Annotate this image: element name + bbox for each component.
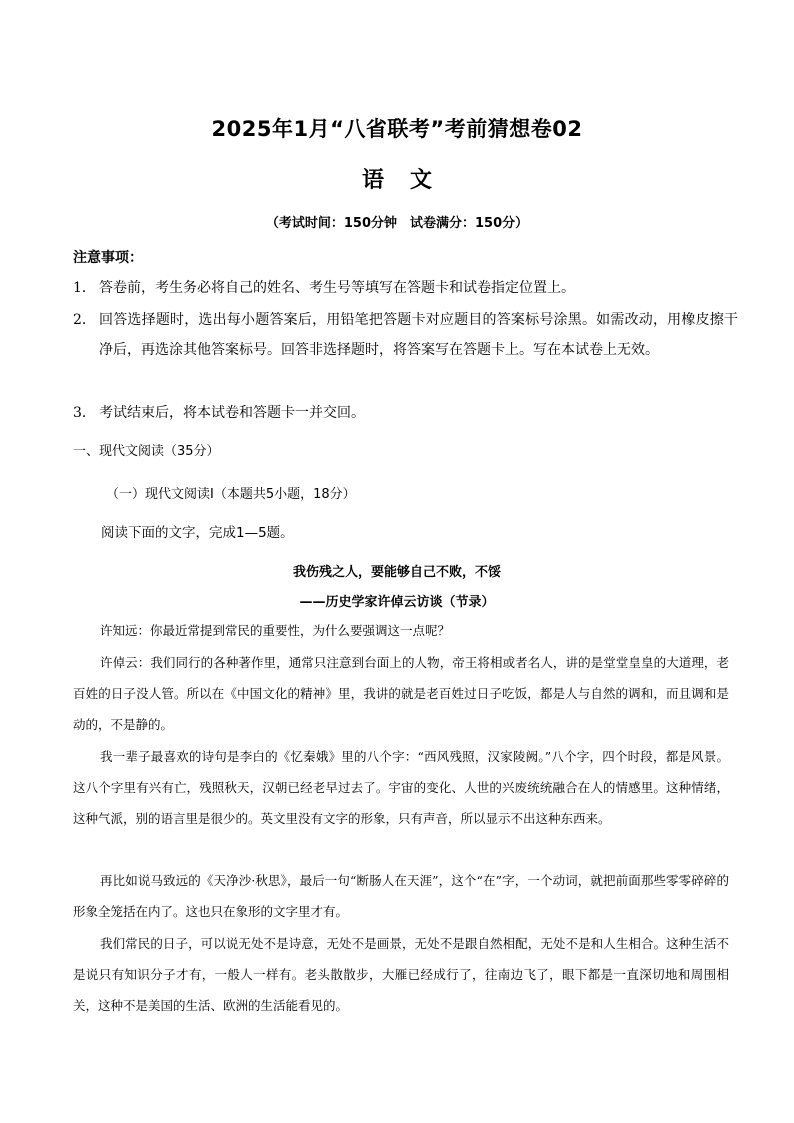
subject-title: 语文 bbox=[361, 168, 458, 193]
article-paragraph: 再比如说马致远的《天净沙·秋思》，最后一句“断肠人在天涯”，这个“在”字，一个动词，就把前面那些零零碎碎的形象全笼括在内了。这也只在象形的文字里才有。 bbox=[73, 873, 729, 919]
article-paragraph: 我们常民的日子，可以说无处不是诗意，无处不是画景，无处不是跟自然相配，无处不是和人生相合。这种生活不是说只有知识分子才有，一般人一样有。老头散散步，大雁已经成行了，往南边飞了，眼下都是一直深切地和周围相关，这种不是美国的生活、欧洲的生活能看见的。 bbox=[73, 936, 729, 1013]
notice-item-number: 3． bbox=[73, 405, 96, 421]
notice-item-text: 答卷前，考生务必将自己的姓名、考生号等填写在答题卡和试卷指定位置上。 bbox=[99, 280, 575, 296]
notice-item-number: 1． bbox=[73, 280, 96, 296]
notice-item bbox=[73, 273, 738, 303]
exam-title: 2025年1月“八省联考”考前猜想卷02 bbox=[211, 117, 583, 141]
article-paragraph: 许知远：你最近常提到常民的重要性，为什么要强调这一点呢？ bbox=[100, 623, 451, 638]
article-title: 我伤残之人，要能够自己不败，不馁 bbox=[292, 565, 501, 580]
notice-heading: 注意事项： bbox=[73, 250, 143, 266]
notice-item-number: 2． bbox=[73, 312, 96, 328]
notice-item bbox=[73, 305, 738, 365]
notice-item bbox=[73, 398, 738, 428]
section-heading: 一、现代文阅读（35分） bbox=[73, 444, 220, 459]
sub-section-heading: （一）现代文阅读Ⅰ（本题共5小题，18分） bbox=[106, 487, 356, 502]
notice-item-text: 考试结束后，将本试卷和答题卡一并交回。 bbox=[99, 405, 365, 421]
exam-time-score: （考试时间：150分钟 试卷满分：150分） bbox=[265, 216, 529, 231]
reading-instruction: 阅读下面的文字，完成1—5题。 bbox=[101, 525, 294, 541]
article-subtitle: ——历史学家许倬云访谈（节录） bbox=[299, 595, 495, 610]
article-paragraph: 许倬云：我们同行的各种著作里，通常只注意到台面上的人物，帝王将相或者名人，讲的是堂堂皇皇的大道理，老百姓的日子没人管。所以在《中国文化的精神》里，我讲的就是老百姓过日子吃饭，都是人与自然的调和，而且调和是动的，不是静的。 bbox=[73, 655, 729, 732]
article-paragraph: 我一辈子最喜欢的诗句是李白的《忆秦娥》里的八个字：“西风残照，汉家陵阙。”八个字，四个时段，都是风景。这八个字里有兴有亡，残照秋天，汉朝已经老早过去了。宇宙的变化、人世的兴废统统融合在人的情感里。这种情绪，这种气派，别的语言里是很少的。英文里没有文字的形象，只有声音，所以显示不出这种东西来。 bbox=[73, 749, 729, 826]
notice-item-text: 回答选择题时，选出每小题答案后，用铅笔把答题卡对应题目的答案标号涂黑。如需改动，用橡皮擦干净后，再选涂其他答案标号。回答非选择题时，将答案写在答题卡上。写在本试卷上无效。 bbox=[99, 312, 738, 358]
